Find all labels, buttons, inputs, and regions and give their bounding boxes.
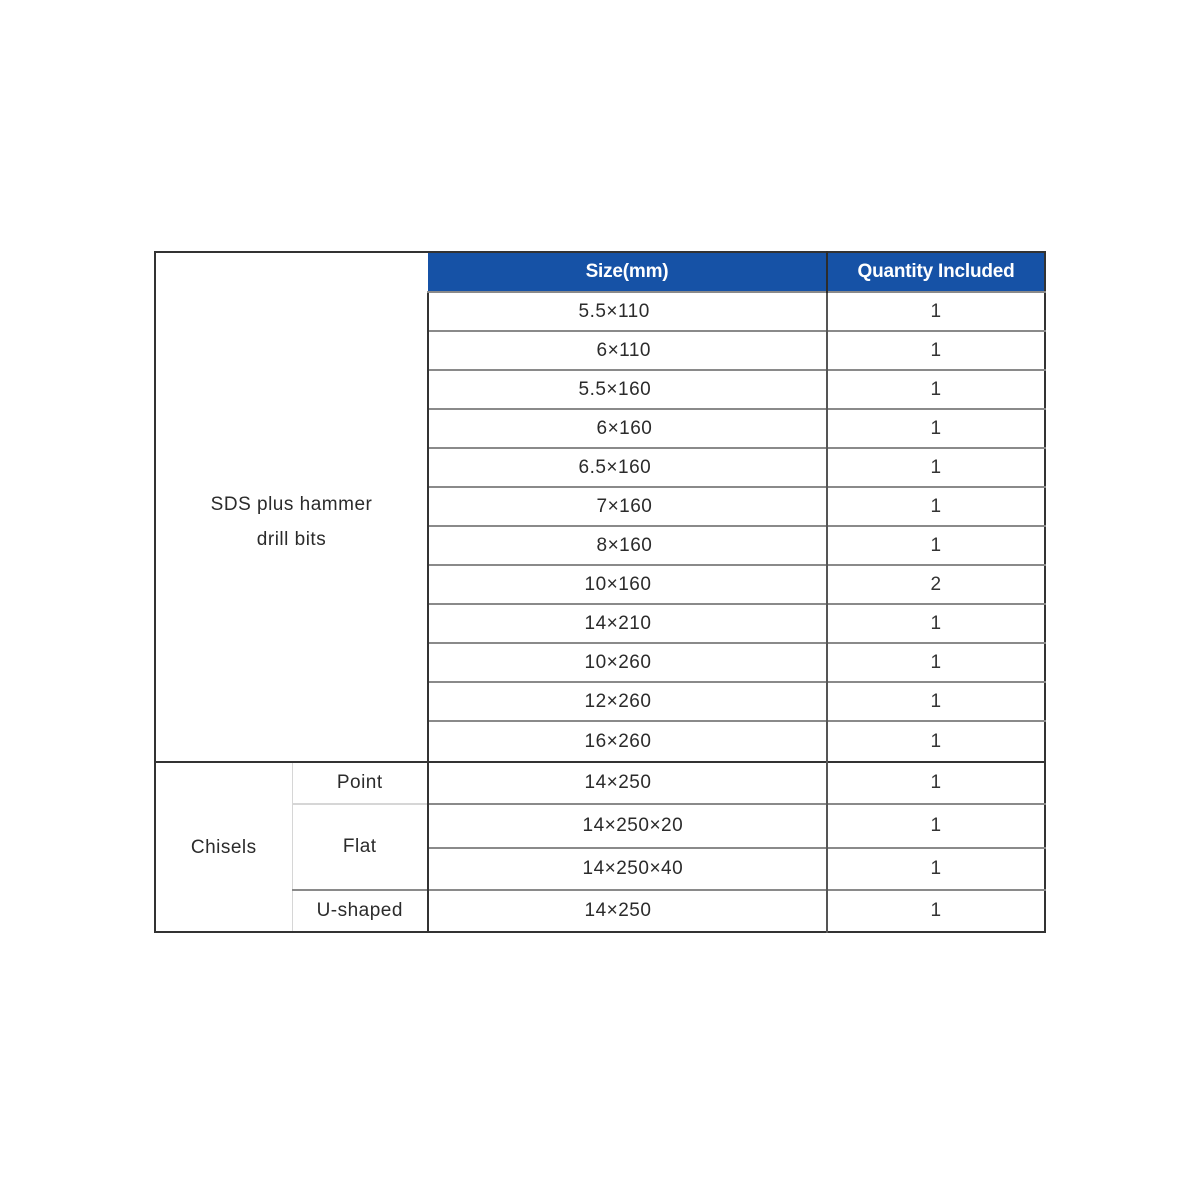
size-value: 8×160 <box>596 534 653 556</box>
category-drill-bits <box>155 252 428 762</box>
size-cell <box>428 804 827 848</box>
quantity-cell: 1 <box>827 487 1045 526</box>
quantity-cell: 2 <box>827 565 1045 604</box>
size-value: 14×250×40 <box>582 858 684 879</box>
size-value: 10×260 <box>584 651 652 673</box>
quantity-cell: 1 <box>827 721 1045 762</box>
size-value: 6×110 <box>596 339 651 361</box>
size-cell <box>428 643 827 682</box>
quantity-cell: 1 <box>827 890 1045 932</box>
quantity-cell: 1 <box>827 604 1045 643</box>
size-cell <box>428 848 827 890</box>
size-cell <box>428 409 827 448</box>
size-cell <box>428 682 827 721</box>
size-value: 6×160 <box>596 417 653 439</box>
size-cell <box>428 526 827 565</box>
size-value: 5.5×160 <box>578 378 652 400</box>
size-value: 10×160 <box>584 573 652 595</box>
size-value: 7×160 <box>596 495 653 517</box>
quantity-cell: 1 <box>827 409 1045 448</box>
quantity-cell: 1 <box>827 526 1045 565</box>
size-cell <box>428 890 827 932</box>
quantity-cell: 1 <box>827 682 1045 721</box>
size-value: 6.5×160 <box>578 456 652 478</box>
quantity-cell: 1 <box>827 848 1045 890</box>
size-value: 12×260 <box>584 690 652 712</box>
table-row <box>155 762 1045 804</box>
header-quantity: Quantity Included <box>827 252 1045 292</box>
category-drill-bits-line2: drill bits <box>256 529 327 550</box>
chisel-type-flat: Flat <box>292 804 428 890</box>
quantity-cell: 1 <box>827 370 1045 409</box>
size-cell <box>428 448 827 487</box>
size-value: 5.5×110 <box>578 300 650 322</box>
size-cell <box>428 565 827 604</box>
size-cell <box>428 721 827 762</box>
chisel-type-point: Point <box>292 762 428 804</box>
size-cell <box>428 331 827 370</box>
quantity-cell: 1 <box>827 762 1045 804</box>
category-chisels: Chisels <box>155 762 292 932</box>
size-cell <box>428 487 827 526</box>
quantity-cell: 1 <box>827 643 1045 682</box>
size-cell <box>428 370 827 409</box>
size-value: 14×210 <box>584 612 652 634</box>
size-value: 14×250 <box>584 772 652 793</box>
size-cell <box>428 604 827 643</box>
chisel-type-u-shaped: U-shaped <box>292 890 428 932</box>
category-drill-bits-line1: SDS plus hammer <box>210 494 373 515</box>
size-cell <box>428 292 827 331</box>
quantity-cell: 1 <box>827 804 1045 848</box>
size-value: 14×250 <box>584 900 652 921</box>
size-value: 16×260 <box>584 730 652 752</box>
quantity-cell: 1 <box>827 448 1045 487</box>
header-row <box>155 252 1045 292</box>
quantity-cell: 1 <box>827 331 1045 370</box>
quantity-cell: 1 <box>827 292 1045 331</box>
size-cell <box>428 762 827 804</box>
size-value: 14×250×20 <box>582 815 684 836</box>
header-size: Size(mm) <box>428 252 827 292</box>
spec-table <box>154 251 1046 933</box>
